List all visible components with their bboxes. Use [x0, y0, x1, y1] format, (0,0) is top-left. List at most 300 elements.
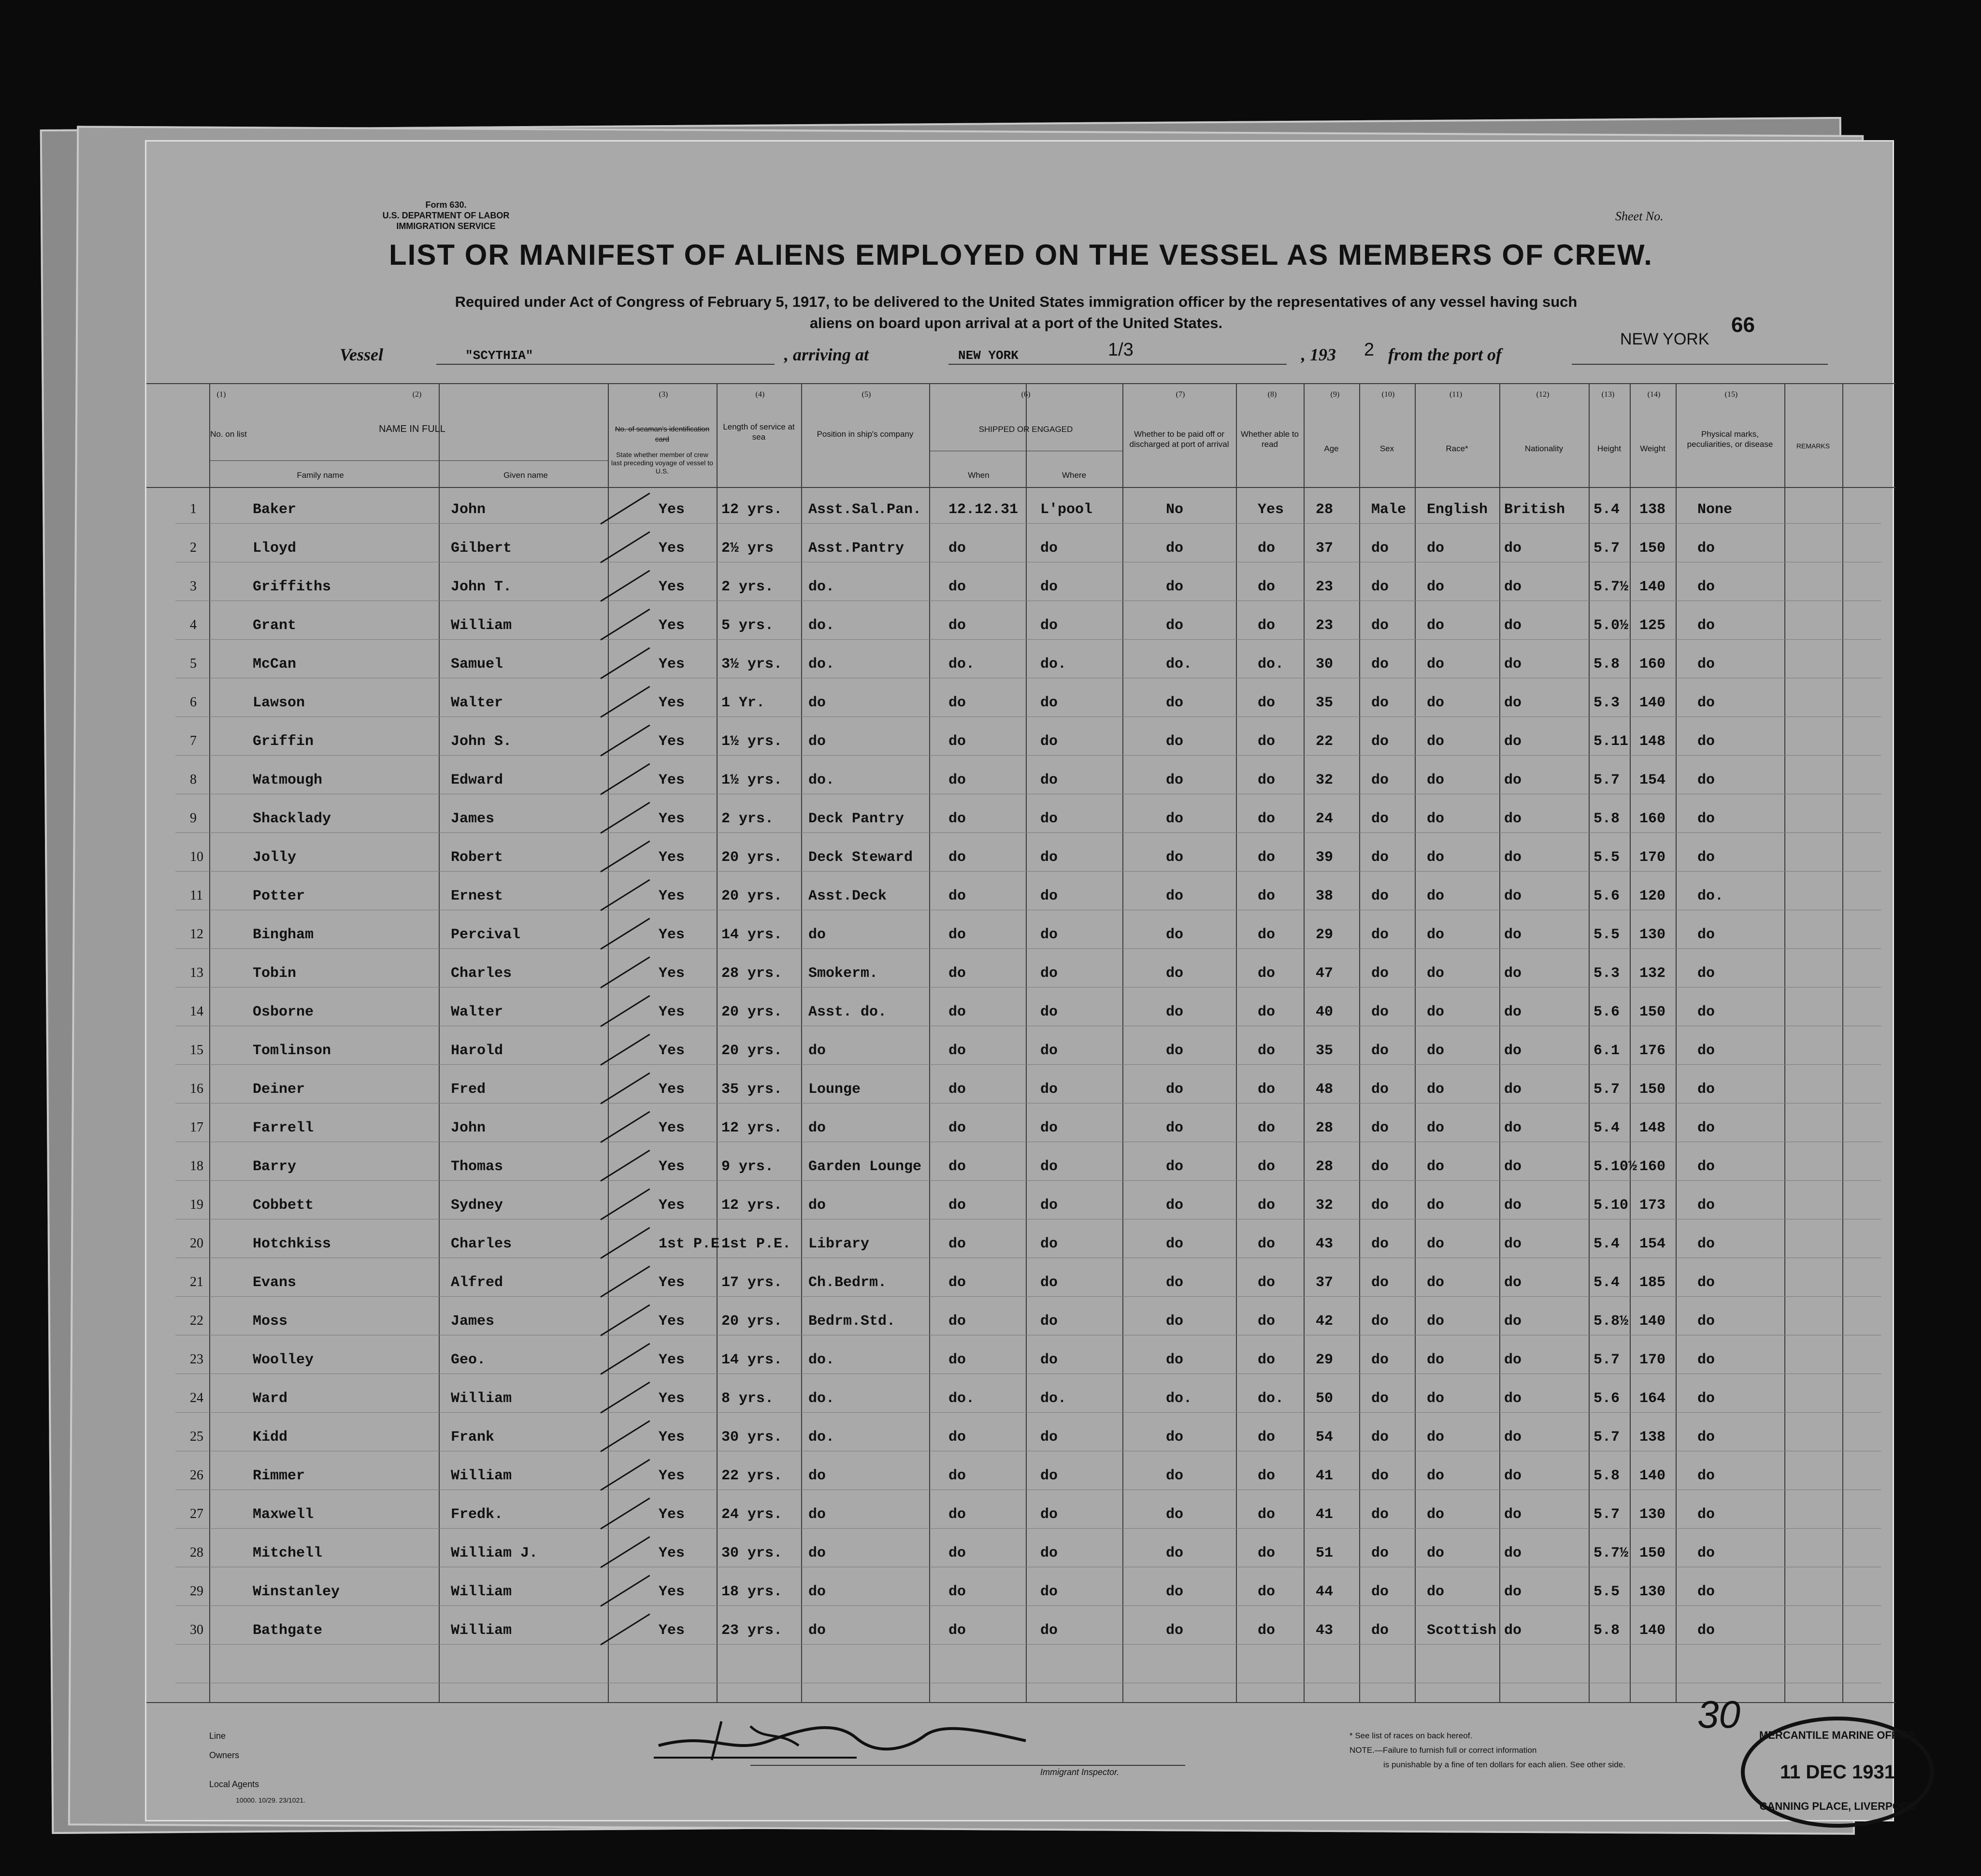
cell-where: do — [1040, 811, 1058, 827]
cell-read: do — [1258, 1004, 1276, 1020]
cell-given: William — [451, 1584, 512, 1600]
page-title: LIST OR MANIFEST OF ALIENS EMPLOYED ON THE VESSEL AS MEMBERS OF CREW. — [389, 239, 1653, 271]
cell-sex: do — [1371, 579, 1389, 595]
cell-sex: do — [1371, 1622, 1389, 1639]
cell-height: 5.11 — [1593, 733, 1629, 750]
cell-sex: do — [1371, 1506, 1389, 1523]
header-sex: Sex — [1379, 444, 1394, 453]
cell-age: 54 — [1316, 1429, 1334, 1446]
cell-read: do — [1258, 1159, 1276, 1175]
table-row — [146, 1429, 1895, 1468]
header-when: When — [968, 471, 990, 480]
cell-no: 9 — [190, 811, 197, 826]
header-age: Age — [1324, 444, 1339, 453]
cell-given: Gilbert — [451, 540, 512, 557]
cell-paid: do — [1166, 927, 1184, 943]
cell-marks: do — [1697, 1236, 1715, 1252]
header-able-read: Whether able to read — [1240, 430, 1299, 449]
cell-no: 8 — [190, 772, 197, 787]
table-row — [146, 1043, 1895, 1081]
cell-given: John S. — [451, 733, 512, 750]
cell-marks: do — [1697, 695, 1715, 711]
table-row — [146, 1159, 1895, 1197]
cell-age: 47 — [1316, 965, 1334, 982]
cell-sex: do — [1371, 1159, 1389, 1175]
cell-where: do — [1040, 1584, 1058, 1600]
cell-where: do — [1040, 1622, 1058, 1639]
cell-when: do — [948, 733, 966, 750]
table-row — [146, 1545, 1895, 1584]
cell-height: 5.5 — [1593, 927, 1620, 943]
cell-no: 23 — [190, 1352, 203, 1367]
cell-weight: 148 — [1639, 733, 1666, 750]
cell-age: 28 — [1316, 1120, 1334, 1136]
cell-read: do — [1258, 1236, 1276, 1252]
cell-height: 5.7 — [1593, 1429, 1620, 1446]
cell-nat: do — [1504, 927, 1522, 943]
col-num: (5) — [861, 390, 871, 399]
cell-prev: Yes — [659, 540, 685, 557]
cell-position: Bedrm.Std. — [808, 1313, 896, 1330]
cell-paid: do — [1166, 1506, 1184, 1523]
cell-no: 30 — [190, 1622, 203, 1637]
cell-given: Walter — [451, 1004, 503, 1020]
cell-where: do — [1040, 772, 1058, 788]
cell-height: 5.6 — [1593, 1390, 1620, 1407]
cell-no: 3 — [190, 579, 197, 594]
header-height: Height — [1597, 444, 1622, 453]
cell-sex: do — [1371, 772, 1389, 788]
cell-read: do — [1258, 1275, 1276, 1291]
header-weight: Weight — [1640, 444, 1665, 453]
cell-marks: do — [1697, 1429, 1715, 1446]
cell-prev: Yes — [659, 927, 685, 943]
header-nationality: Nationality — [1524, 444, 1564, 453]
cell-age: 40 — [1316, 1004, 1334, 1020]
cell-position: Deck Pantry — [808, 811, 904, 827]
cell-no: 27 — [190, 1506, 203, 1521]
cell-marks: None — [1697, 501, 1733, 518]
cell-family: Lawson — [253, 695, 305, 711]
cell-paid: do — [1166, 695, 1184, 711]
cell-prev: Yes — [659, 965, 685, 982]
note-fine: is punishable by a fine of ten dollars for each alien. See other side. — [1383, 1760, 1625, 1769]
cell-age: 44 — [1316, 1584, 1334, 1600]
cell-age: 35 — [1316, 695, 1334, 711]
table-top-rule — [146, 383, 1895, 384]
cell-nat: do — [1504, 1275, 1522, 1291]
cell-family: Winstanley — [253, 1584, 340, 1600]
cell-family: Mitchell — [253, 1545, 323, 1561]
cell-no: 29 — [190, 1584, 203, 1599]
cell-read: do — [1258, 617, 1276, 634]
cell-service: 5 yrs. — [721, 617, 774, 634]
cell-no: 7 — [190, 733, 197, 748]
cell-read: do — [1258, 1043, 1276, 1059]
cell-where: do — [1040, 579, 1058, 595]
header-where: Where — [1062, 471, 1087, 480]
cell-marks: do — [1697, 1390, 1715, 1407]
header-length-service: Length of service at sea — [723, 422, 795, 442]
cell-sex: do — [1371, 1313, 1389, 1330]
cell-where: do — [1040, 1236, 1058, 1252]
stamp-date: 11 DEC 1931 — [1780, 1761, 1895, 1783]
cell-height: 5.5 — [1593, 849, 1620, 866]
cell-when: do. — [948, 1390, 975, 1407]
table-row — [146, 1081, 1895, 1120]
cell-where: do — [1040, 733, 1058, 750]
cell-family: Deiner — [253, 1081, 305, 1098]
cell-weight: 154 — [1639, 772, 1666, 788]
cell-when: do — [948, 1043, 966, 1059]
table-row — [146, 1506, 1895, 1545]
col-num: (14) — [1647, 390, 1661, 399]
cell-service: 18 yrs. — [721, 1584, 783, 1600]
cell-marks: do — [1697, 1275, 1715, 1291]
cell-height: 5.8 — [1593, 811, 1620, 827]
cell-weight: 173 — [1639, 1197, 1666, 1214]
cell-height: 5.7½ — [1593, 579, 1629, 595]
col-num: (1) — [216, 390, 226, 399]
cell-prev: Yes — [659, 888, 685, 904]
manifest-sheet — [145, 140, 1916, 1821]
cell-age: 41 — [1316, 1468, 1334, 1484]
cell-paid: do — [1166, 1043, 1184, 1059]
cell-service: 14 yrs. — [721, 1352, 783, 1368]
cell-marks: do — [1697, 1004, 1715, 1020]
sheet-number-label: Sheet No. — [1615, 209, 1664, 223]
cell-position: do. — [808, 617, 835, 634]
cell-marks: do — [1697, 772, 1715, 788]
cell-age: 28 — [1316, 1159, 1334, 1175]
table-row — [146, 733, 1895, 772]
cell-sex: do — [1371, 1275, 1389, 1291]
cell-sex: do — [1371, 1236, 1389, 1252]
service: IMMIGRATION SERVICE — [396, 221, 496, 231]
cell-marks: do. — [1697, 888, 1724, 904]
cell-paid: do — [1166, 733, 1184, 750]
cell-weight: 140 — [1639, 1622, 1666, 1639]
cell-age: 29 — [1316, 1352, 1334, 1368]
cell-no: 1 — [190, 501, 197, 516]
cell-service: 12 yrs. — [721, 1197, 783, 1214]
cell-age: 28 — [1316, 501, 1334, 518]
cell-where: do — [1040, 1468, 1058, 1484]
cell-when: 12.12.31 — [948, 501, 1019, 518]
cell-age: 51 — [1316, 1545, 1334, 1561]
cell-given: Charles — [451, 965, 512, 982]
table-row — [146, 927, 1895, 965]
cell-when: do — [948, 849, 966, 866]
cell-when: do — [948, 617, 966, 634]
cell-where: do. — [1040, 1390, 1067, 1407]
inspector-label: Immigrant Inspector. — [1040, 1767, 1120, 1777]
cell-age: 32 — [1316, 1197, 1334, 1214]
cell-weight: 154 — [1639, 1236, 1666, 1252]
cell-given: Frank — [451, 1429, 495, 1446]
cell-prev: Yes — [659, 1584, 685, 1600]
cell-service: 20 yrs. — [721, 1004, 783, 1020]
cell-service: 9 yrs. — [721, 1159, 774, 1175]
cell-sex: do — [1371, 1120, 1389, 1136]
cell-prev: Yes — [659, 1043, 685, 1059]
cell-age: 38 — [1316, 888, 1334, 904]
cell-height: 5.10 — [1593, 1197, 1629, 1214]
cell-nat: do — [1504, 1197, 1522, 1214]
col-num: (3) — [659, 390, 668, 399]
header-position: Position in ship's company — [817, 430, 914, 439]
cell-age: 37 — [1316, 540, 1334, 557]
table-row — [146, 1352, 1895, 1390]
cell-read: do — [1258, 579, 1276, 595]
table-row — [146, 965, 1895, 1004]
cell-marks: do — [1697, 965, 1715, 982]
cell-nat: do — [1504, 772, 1522, 788]
cell-family: Griffiths — [253, 579, 331, 595]
cell-race: do — [1427, 1236, 1445, 1252]
cell-weight: 130 — [1639, 1506, 1666, 1523]
cell-when: do — [948, 1584, 966, 1600]
cell-paid: do — [1166, 617, 1184, 634]
cell-when: do. — [948, 656, 975, 673]
cell-prev: Yes — [659, 1120, 685, 1136]
footer-print-code: 10000. 10/29. 23/1021. — [236, 1796, 306, 1804]
cell-when: do — [948, 772, 966, 788]
cell-given: Alfred — [451, 1275, 503, 1291]
cell-race: do — [1427, 1081, 1445, 1098]
col-num: (7) — [1176, 390, 1185, 399]
cell-position: Ch.Bedrm. — [808, 1275, 887, 1291]
cell-prev: Yes — [659, 733, 685, 750]
cell-when: do — [948, 1506, 966, 1523]
cell-no: 19 — [190, 1197, 203, 1212]
cell-prev: Yes — [659, 1545, 685, 1561]
cell-where: do. — [1040, 656, 1067, 673]
cell-height: 5.8 — [1593, 1468, 1620, 1484]
cell-prev: Yes — [659, 1275, 685, 1291]
cell-race: do — [1427, 965, 1445, 982]
cell-given: William — [451, 1622, 512, 1639]
cell-prev: Yes — [659, 1622, 685, 1639]
table-row — [146, 656, 1895, 695]
cell-race: do — [1427, 1313, 1445, 1330]
cell-no: 22 — [190, 1313, 203, 1328]
cell-prev: Yes — [659, 1352, 685, 1368]
cell-prev: Yes — [659, 1429, 685, 1446]
cell-where: do — [1040, 1352, 1058, 1368]
cell-no: 28 — [190, 1545, 203, 1560]
cell-weight: 138 — [1639, 1429, 1666, 1446]
cell-family: Kidd — [253, 1429, 288, 1446]
cell-given: Walter — [451, 695, 503, 711]
col-num: (2) — [412, 390, 422, 399]
cell-family: Bingham — [253, 927, 314, 943]
cell-age: 41 — [1316, 1506, 1334, 1523]
cell-race: do — [1427, 1159, 1445, 1175]
cell-read: do — [1258, 1081, 1276, 1098]
cell-service: 14 yrs. — [721, 927, 783, 943]
cell-marks: do — [1697, 849, 1715, 866]
cell-height: 5.10½ — [1593, 1159, 1637, 1175]
cell-paid: do — [1166, 1468, 1184, 1484]
cell-sex: do — [1371, 1545, 1389, 1561]
cell-given: William — [451, 617, 512, 634]
cell-weight: 160 — [1639, 811, 1666, 827]
col-num: (4) — [755, 390, 765, 399]
cell-given: Charles — [451, 1236, 512, 1252]
cell-paid: do — [1166, 772, 1184, 788]
cell-weight: 140 — [1639, 1468, 1666, 1484]
cell-height: 5.7 — [1593, 1352, 1620, 1368]
cell-family: Evans — [253, 1275, 297, 1291]
cell-family: Grant — [253, 617, 297, 634]
cell-height: 5.7 — [1593, 1506, 1620, 1523]
cell-position: do — [808, 1468, 826, 1484]
cell-read: do — [1258, 540, 1276, 557]
cell-where: do — [1040, 1429, 1058, 1446]
cell-sex: do — [1371, 617, 1389, 634]
cell-position: do — [808, 1545, 826, 1561]
cell-nat: do — [1504, 1236, 1522, 1252]
cell-paid: do — [1166, 888, 1184, 904]
cell-family: Tomlinson — [253, 1043, 331, 1059]
cell-height: 5.6 — [1593, 1004, 1620, 1020]
stamp-bottom: CANNING PLACE, LIVERPOOL — [1759, 1800, 1916, 1812]
cell-race: do — [1427, 1545, 1445, 1561]
cell-nat: do — [1504, 1159, 1522, 1175]
cell-given: William — [451, 1468, 512, 1484]
cell-when: do — [948, 1004, 966, 1020]
cell-prev: Yes — [659, 1159, 685, 1175]
cell-when: do — [948, 811, 966, 827]
cell-age: 42 — [1316, 1313, 1334, 1330]
cell-when: do — [948, 1275, 966, 1291]
cell-when: do — [948, 579, 966, 595]
cell-weight: 132 — [1639, 965, 1666, 982]
header-race: Race* — [1446, 444, 1468, 453]
cell-prev: Yes — [659, 1506, 685, 1523]
cell-age: 24 — [1316, 811, 1334, 827]
cell-marks: do — [1697, 927, 1715, 943]
handwritten-count: 30 — [1697, 1693, 1740, 1736]
cell-sex: do — [1371, 927, 1389, 943]
cell-race: do — [1427, 1468, 1445, 1484]
cell-family: Barry — [253, 1159, 297, 1175]
cell-height: 5.6 — [1593, 888, 1620, 904]
department: U.S. DEPARTMENT OF LABOR — [382, 211, 510, 220]
cell-height: 5.8 — [1593, 656, 1620, 673]
cell-race: do — [1427, 1197, 1445, 1214]
cell-position: Deck Steward — [808, 849, 913, 866]
cell-age: 43 — [1316, 1622, 1334, 1639]
cell-no: 6 — [190, 695, 197, 710]
cell-when: do — [948, 888, 966, 904]
cell-position: Lounge — [808, 1081, 861, 1098]
cell-weight: 140 — [1639, 579, 1666, 595]
table-row — [146, 540, 1895, 579]
cell-read: do. — [1258, 1390, 1284, 1407]
cell-position: do — [808, 733, 826, 750]
cell-given: Robert — [451, 849, 503, 866]
col-num: (8) — [1267, 390, 1277, 399]
cell-service: 1 Yr. — [721, 695, 765, 711]
cell-nat: do — [1504, 733, 1522, 750]
table-row — [146, 772, 1895, 811]
cell-marks: do — [1697, 1081, 1715, 1098]
cell-where: do — [1040, 1004, 1058, 1020]
cell-read: do — [1258, 733, 1276, 750]
cell-position: do — [808, 1043, 826, 1059]
cell-marks: do — [1697, 617, 1715, 634]
cell-where: do — [1040, 1159, 1058, 1175]
cell-weight: 120 — [1639, 888, 1666, 904]
cell-where: do — [1040, 1197, 1058, 1214]
year-digit: 2 — [1364, 340, 1375, 360]
cell-position: do — [808, 1120, 826, 1136]
cell-height: 5.4 — [1593, 1275, 1620, 1291]
cell-position: Asst.Pantry — [808, 540, 904, 557]
cell-weight: 150 — [1639, 540, 1666, 557]
cell-race: do — [1427, 540, 1445, 557]
cell-paid: do — [1166, 849, 1184, 866]
cell-service: 8 yrs. — [721, 1390, 774, 1407]
cell-given: Percival — [451, 927, 521, 943]
cell-where: do — [1040, 1545, 1058, 1561]
table-bottom-rule — [146, 1702, 1895, 1703]
cell-family: Farrell — [253, 1120, 314, 1136]
note-races: * See list of races on back hereof. — [1349, 1731, 1473, 1740]
cell-weight: 160 — [1639, 656, 1666, 673]
cell-when: do — [948, 965, 966, 982]
cell-age: 39 — [1316, 849, 1334, 866]
cell-given: Samuel — [451, 656, 503, 673]
cell-marks: do — [1697, 1120, 1715, 1136]
cell-nat: do — [1504, 617, 1522, 634]
cell-family: Potter — [253, 888, 305, 904]
cell-where: do — [1040, 888, 1058, 904]
cell-weight: 185 — [1639, 1275, 1666, 1291]
cell-position: do — [808, 1506, 826, 1523]
cell-position: do. — [808, 772, 835, 788]
cell-when: do — [948, 1468, 966, 1484]
cell-age: 37 — [1316, 1275, 1334, 1291]
cell-sex: do — [1371, 1043, 1389, 1059]
cell-family: Shacklady — [253, 811, 331, 827]
cell-race: Scottish — [1427, 1622, 1497, 1639]
cell-service: 12 yrs. — [721, 501, 783, 518]
cell-sex: do — [1371, 1081, 1389, 1098]
cell-where: do — [1040, 965, 1058, 982]
cell-no: 13 — [190, 965, 203, 980]
cell-prev: Yes — [659, 849, 685, 866]
cell-where: do — [1040, 540, 1058, 557]
cell-no: 26 — [190, 1468, 203, 1483]
cell-height: 5.7 — [1593, 772, 1620, 788]
cell-read: do — [1258, 1545, 1276, 1561]
cell-height: 5.8½ — [1593, 1313, 1629, 1330]
cell-paid: do — [1166, 811, 1184, 827]
page-number: 66 — [1731, 313, 1755, 337]
footer-agents-label: Local Agents — [209, 1779, 259, 1789]
cell-paid: do — [1166, 1429, 1184, 1446]
cell-marks: do — [1697, 1313, 1715, 1330]
cell-height: 5.7 — [1593, 540, 1620, 557]
cell-nat: do — [1504, 1468, 1522, 1484]
cell-read: do — [1258, 1120, 1276, 1136]
cell-weight: 170 — [1639, 1352, 1666, 1368]
cell-race: do — [1427, 695, 1445, 711]
cell-height: 5.7 — [1593, 1081, 1620, 1098]
